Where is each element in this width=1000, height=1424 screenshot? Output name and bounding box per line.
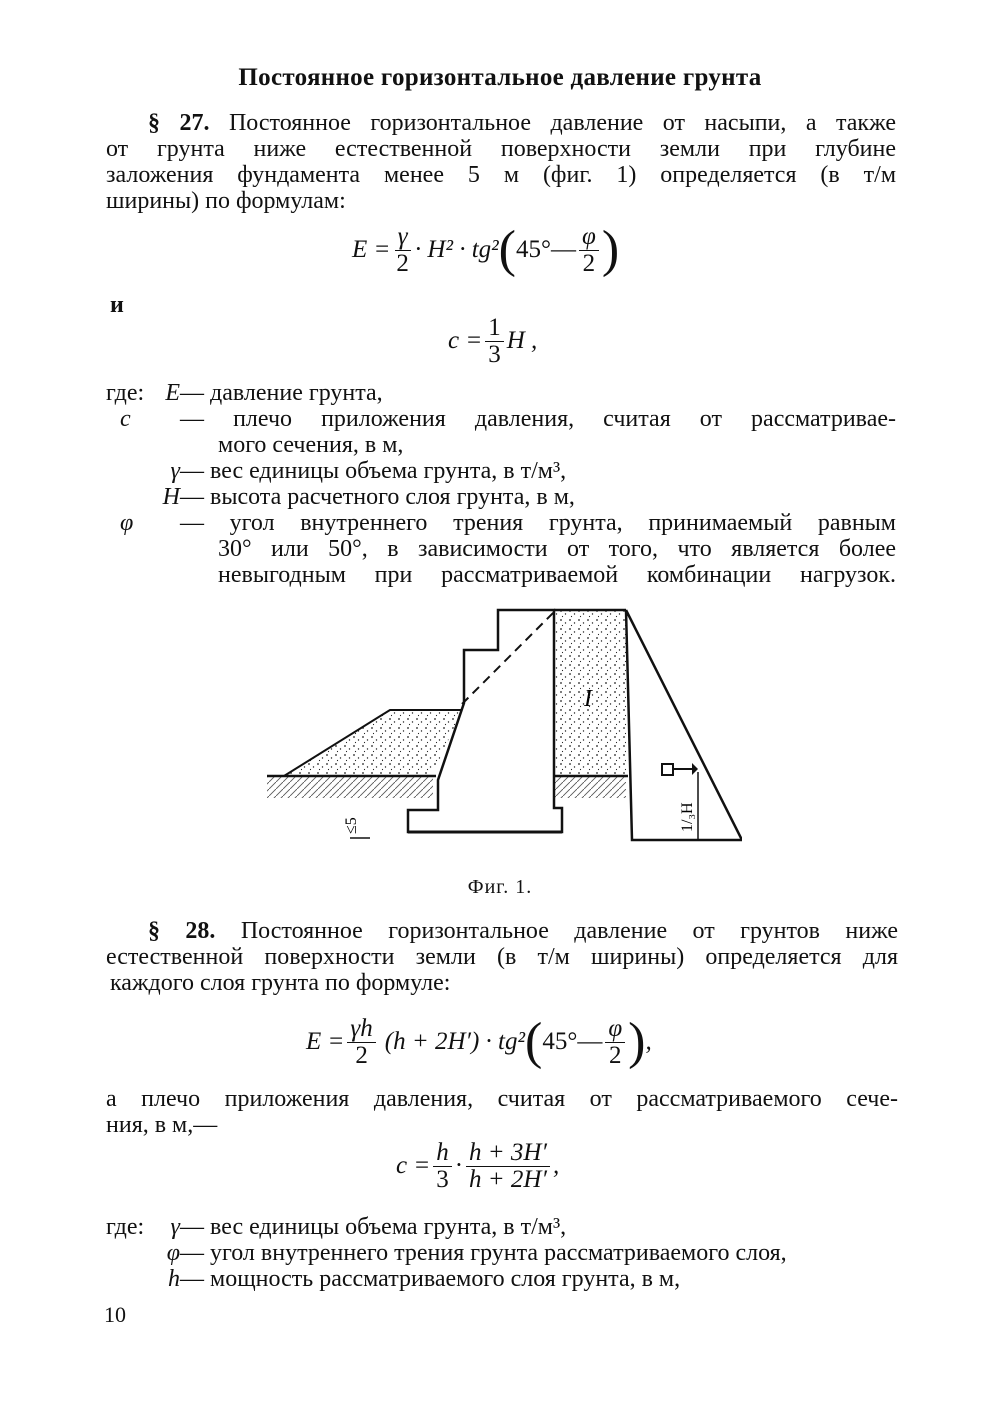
s28-lead: § 28. (148, 918, 216, 944)
legend-1-text-phi: — угол внутреннего трения грунта, принимаемый равным (180, 510, 896, 536)
legend-1-row-3: мого сечения, в м, (218, 432, 404, 458)
formula-3-deg: 45°— (542, 1028, 603, 1055)
legend-2-sym-gamma: γ (170, 1214, 180, 1240)
formula-4-num: h + 3H′ (466, 1140, 550, 1167)
legend-1-text-c: — плечо приложения давления, считая от рассматривае- (180, 406, 896, 432)
formula-2-rhs: H , (506, 327, 538, 354)
legend-1-sym-c: c (120, 406, 131, 432)
formula-3-phi: φ (605, 1016, 625, 1043)
legend-2-text-gamma: — вес единицы объема грунта, в т/м³, (180, 1214, 567, 1240)
s27-line-3: заложения фундамента менее 5 м (фиг. 1) определяется (в т/м (106, 162, 896, 188)
formula-1-paren-open: ( (498, 221, 516, 278)
legend-1-row-2 (120, 406, 896, 432)
formula-3-den: 2 (355, 1041, 368, 1069)
formula-4-frac-main (466, 1140, 550, 1193)
s28-line-1 (148, 918, 898, 944)
legend-1-where: где: (106, 380, 145, 406)
slip-line (462, 612, 554, 704)
legend-1-sym-e: E (165, 380, 180, 406)
section-title: Постоянное горизонтальное давление грунта (238, 64, 762, 91)
legend-1-sym-phi: φ (120, 510, 134, 536)
formula-1-paren-close: ) (601, 221, 620, 278)
formula-3-num: γh (347, 1016, 375, 1043)
formula-2-lhs: c = (448, 327, 483, 354)
figure-label-i: I (584, 686, 592, 712)
formula-3-lhs: E = (306, 1028, 345, 1055)
formula-1-two: 2 (396, 249, 409, 277)
formula-3-frac (347, 1016, 375, 1069)
formula-e-2 (306, 1012, 652, 1072)
legend-1-row-7: 30° или 50°, в зависимости от того, что является более (218, 536, 896, 562)
legend-2-text-h: — мощность рассматриваемого слоя грунта, в м, (180, 1266, 681, 1292)
formula-1-deg: 45°— (515, 236, 576, 263)
figure-label-arm: 1/₃H (679, 802, 696, 832)
formula-2-frac (485, 315, 504, 368)
legend-1-row-4 (120, 458, 566, 484)
formula-3-paren-open: ( (525, 1013, 543, 1070)
s27-lead: § 27. (148, 110, 210, 136)
figure-caption: Фиг. 1. (467, 876, 533, 898)
legend-1-sym-h: H (162, 484, 180, 510)
formula-3-two: 2 (609, 1041, 622, 1069)
legend-2-row-2 (120, 1240, 787, 1266)
figure-retaining-wall (262, 600, 742, 855)
formula-4-tail: , (552, 1152, 560, 1179)
formula-1-frac-phi (579, 224, 599, 277)
s28-line-1-text: Постоянное горизонтальное давление от грунтов ниже (240, 918, 899, 944)
legend-1-sym-gamma: γ (170, 458, 180, 484)
formula-1-h2: · H² · tg² (414, 236, 499, 263)
formula-4-den: h + 2H′ (469, 1165, 547, 1193)
resultant-arrow-head (692, 763, 698, 775)
formula-1-lhs: E = (352, 236, 391, 263)
formula-4-frac-h (433, 1140, 452, 1193)
s28-line-3: каждого слоя грунта по формуле: (110, 970, 451, 996)
legend-1-row-1 (120, 380, 383, 406)
s27-line-4: ширины) по формулам: (106, 188, 346, 214)
legend-1-text-h: — высота расчетного слоя грунта, в м, (180, 484, 575, 510)
formula-e-1 (352, 220, 619, 280)
legend-2-sym-h: h (168, 1266, 180, 1292)
formula-3-frac-phi (605, 1016, 625, 1069)
formula-2-one: 1 (485, 315, 504, 342)
s28b-line-2: ния, в м,— (106, 1112, 218, 1138)
legend-2-row-3 (120, 1266, 680, 1292)
resultant-marker-icon (662, 764, 673, 775)
legend-1-row-8: невыгодным при рассматриваемой комбинации нагрузок. (218, 562, 896, 588)
s27-line-1-text: Постоянное горизонтальное давление от насыпи, а также (228, 110, 896, 136)
s28b-line-1: а плечо приложения давления, считая от рассматриваемого сече- (106, 1086, 898, 1112)
s27-line-2: от грунта ниже естественной поверхности земли при глубине (106, 136, 896, 162)
s27-line-1 (148, 110, 896, 136)
legend-1-text-e: — давление грунта, (180, 380, 383, 406)
formula-3-mid: (h + 2H′) · tg² (384, 1028, 525, 1055)
formula-c-1 (448, 312, 537, 370)
legend-2-sym-phi: φ (166, 1240, 180, 1266)
formula-1-gamma: γ (395, 224, 411, 251)
ground-right-hatch (554, 776, 626, 798)
formula-4-dot: · (454, 1152, 464, 1179)
legend-1-text-gamma: — вес единицы объема грунта, в т/м³, (180, 458, 567, 484)
formula-4-three: 3 (436, 1165, 449, 1193)
connector-and: и (110, 292, 124, 318)
page-number: 10 (104, 1302, 126, 1327)
formula-1-frac-gamma (393, 224, 412, 277)
formula-3-tail: , (645, 1028, 652, 1055)
s28-line-2: естественной поверхности земли (в т/м ширины) определяется для (106, 944, 898, 970)
formula-4-h: h (433, 1140, 452, 1167)
legend-1-row-5 (120, 484, 575, 510)
legend-2-text-phi: — угол внутреннего трения грунта рассматриваемого слоя, (180, 1240, 787, 1266)
formula-3-paren-close: ) (628, 1013, 646, 1070)
formula-2-three: 3 (488, 340, 501, 368)
formula-1-two-2: 2 (582, 249, 596, 277)
figure-label-depth: ≤5 (343, 817, 360, 834)
formula-4-lhs: c = (396, 1152, 431, 1179)
legend-2-where: где: (106, 1214, 145, 1240)
legend-1-row-6 (120, 510, 896, 536)
ground-left-hatch (267, 776, 433, 798)
formula-1-phi: φ (579, 224, 599, 251)
formula-c-2 (396, 1136, 559, 1196)
legend-2-row-1 (120, 1214, 566, 1240)
